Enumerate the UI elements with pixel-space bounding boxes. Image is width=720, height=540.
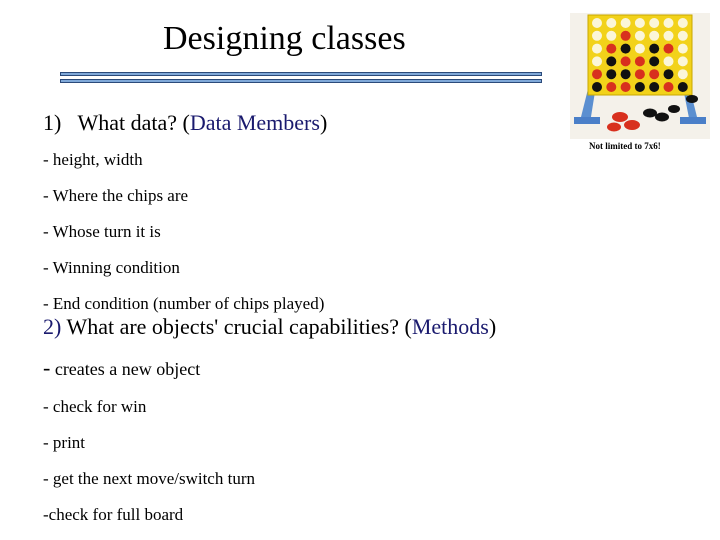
board-slot: [621, 18, 631, 28]
board-slot: [635, 69, 645, 79]
section-data-heading: [43, 110, 327, 136]
board-slot: [664, 56, 674, 66]
slide-title: Designing classes: [163, 20, 406, 57]
board-slot: [649, 56, 659, 66]
board-slot: [621, 69, 631, 79]
board-slot: [664, 69, 674, 79]
board-slot: [592, 82, 602, 92]
board-slot: [664, 44, 674, 54]
board-slot: [606, 56, 616, 66]
board-slot: [606, 82, 616, 92]
board-slot: [678, 44, 688, 54]
data-item: - End condition (number of chips played): [43, 294, 325, 313]
board-slot: [592, 44, 602, 54]
board-slot: [635, 18, 645, 28]
title-divider-top: [60, 72, 542, 76]
heading-text: What are objects' crucial capabilities? (: [66, 314, 412, 339]
board-slot: [649, 31, 659, 41]
board-slot: [592, 18, 602, 28]
method-item: -check for full board: [43, 505, 184, 524]
board-slot: [678, 31, 688, 41]
board-slot: [664, 31, 674, 41]
board-slot: [649, 18, 659, 28]
board-slot: [649, 82, 659, 92]
method-item-text: creates a new object: [54, 359, 201, 379]
board-slot: [678, 69, 688, 79]
board-slot: [592, 56, 602, 66]
board-slot: [649, 69, 659, 79]
board-slot: [592, 69, 602, 79]
heading-close: ): [319, 110, 328, 135]
title-divider-bottom: [60, 79, 542, 83]
board-slot: [621, 82, 631, 92]
board-slot: [606, 31, 616, 41]
heading-close: ): [488, 314, 497, 339]
board-slot: [678, 56, 688, 66]
board-slot: [592, 31, 602, 41]
heading-text: What data? (: [77, 110, 190, 135]
board-slot: [621, 56, 631, 66]
heading-highlight: Data Members: [189, 110, 320, 135]
board-slot: [606, 44, 616, 54]
method-item: [43, 355, 201, 380]
board-slot: [678, 18, 688, 28]
method-item: - check for win: [43, 397, 147, 416]
board-slot: [621, 31, 631, 41]
board-slot: [664, 18, 674, 28]
board-slot: [606, 18, 616, 28]
bullet-dash: -: [43, 355, 51, 380]
data-item: - height, width: [43, 150, 143, 169]
board-slot: [635, 44, 645, 54]
board-slot: [621, 44, 631, 54]
section-number: 1): [43, 110, 62, 135]
data-item: - Whose turn it is: [43, 222, 161, 241]
board-slot: [649, 44, 659, 54]
board-slot: [635, 82, 645, 92]
method-item: - print: [43, 433, 86, 452]
board-slot: [606, 69, 616, 79]
heading-highlight: Methods: [411, 314, 489, 339]
board-slot: [635, 31, 645, 41]
board-slot: [635, 56, 645, 66]
data-item: - Where the chips are: [43, 186, 189, 205]
data-item: - Winning condition: [43, 258, 180, 277]
method-item: - get the next move/switch turn: [43, 469, 255, 488]
board-slot: [664, 82, 674, 92]
section-methods-heading: [43, 314, 496, 340]
board-slot: [678, 82, 688, 92]
section-number: 2): [43, 314, 62, 339]
connect-four-image: [570, 13, 710, 139]
image-caption: Not limited to 7x6!: [589, 141, 661, 151]
